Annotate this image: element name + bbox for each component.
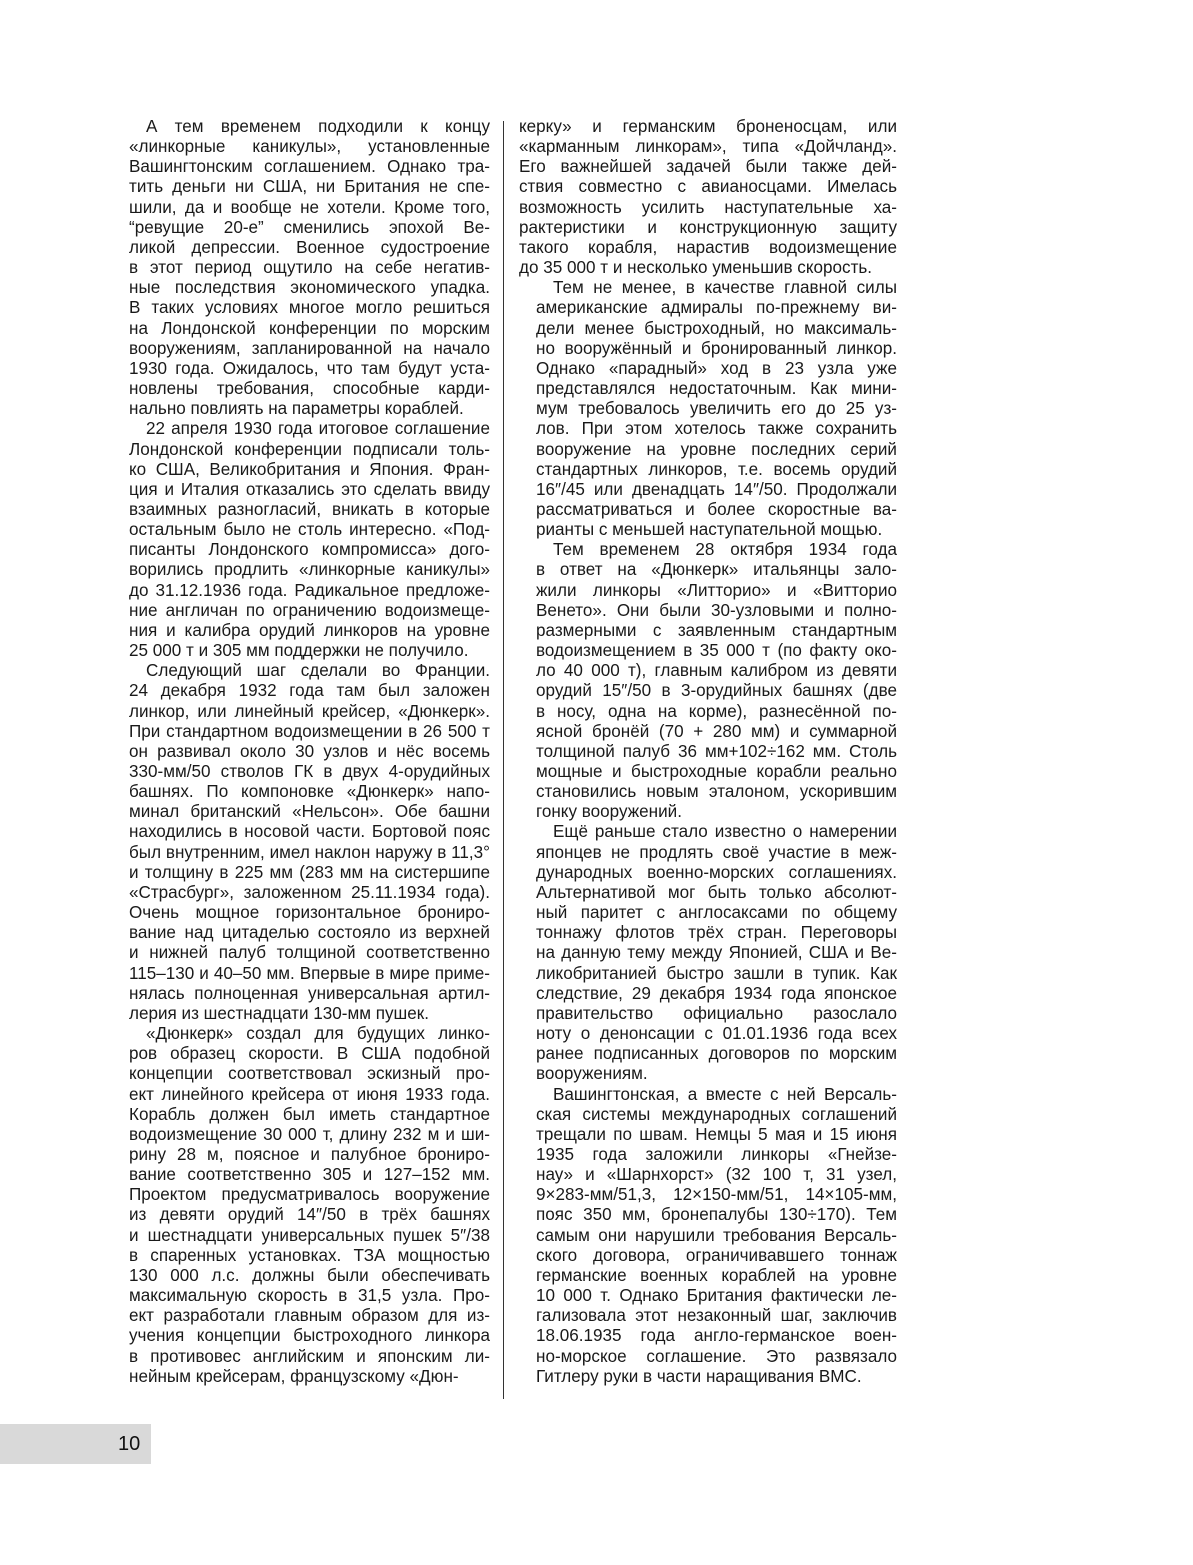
text-line: Тем не менее, в качестве главной силы xyxy=(553,278,897,298)
text-line: В таких условиях многое могло решиться xyxy=(129,298,490,318)
text-column-left xyxy=(112,117,490,1387)
text-line: и нижней палуб толщиной соответственно xyxy=(129,943,490,963)
text-line: нау» и «Шарнхорст» (32 100 т, 31 узел, xyxy=(536,1165,897,1185)
text-line: правительство официально разослало xyxy=(536,1003,897,1023)
text-line: ко США, Великобритания и Япония. Фран- xyxy=(129,459,490,479)
text-line: концепции соответствовал эскизный про- xyxy=(129,1064,490,1084)
text-line: на Лондонской конференции по морским xyxy=(129,318,490,338)
text-line: стандартных линкоров, т.е. восемь орудий xyxy=(536,459,897,479)
text-line: японцев не продлять своё участие в меж- xyxy=(536,842,897,862)
text-line: он развивал около 30 узлов и нёс восемь xyxy=(129,741,490,761)
text-line: «Страсбург», заложенном 25.11.1934 года). xyxy=(129,882,490,902)
text-line: взаимных разногласий, вникать в которые xyxy=(129,499,490,519)
text-line: в ответ на «Дюнкерк» итальянцы зало- xyxy=(536,560,897,580)
text-line: мум требовалось увеличить его до 25 уз- xyxy=(536,399,897,419)
text-line: ноту о денонсации с 01.01.1936 года всех xyxy=(536,1024,897,1044)
text-line: и толщину в 225 мм (283 мм на систершипе xyxy=(129,862,490,882)
text-line: линкор, или линейный крейсер, «Дюнкерк». xyxy=(129,701,490,721)
text-line: лов. При этом хотелось также сохранить xyxy=(536,419,897,439)
text-line: размерными с заявленным стандартным xyxy=(536,620,897,640)
text-line: учения концепции быстроходного линкора xyxy=(129,1326,490,1346)
text-line: но-морское соглашение. Это развязало xyxy=(536,1346,897,1366)
text-line: При стандартном водоизмещении в 26 500 т xyxy=(129,721,490,741)
text-line: 1930 года. Ожидалось, что там будут уста- xyxy=(129,358,490,378)
text-line: керку» и германским броненосцам, или xyxy=(519,117,897,136)
text-column-right xyxy=(519,117,897,1387)
text-line: ликой депрессии. Военное судостроение xyxy=(129,237,490,257)
paragraph xyxy=(519,540,897,822)
text-line: 130 000 л.с. должны были обеспечивать xyxy=(129,1265,490,1285)
text-line: А тем временем подходили к концу xyxy=(146,117,490,136)
text-line: 9×283-мм/51,3, 12×150-мм/51, 14×105-мм, xyxy=(536,1185,897,1205)
text-line: на данную тему между Японией, США и Ве- xyxy=(536,943,897,963)
text-line: Венето». Они были 30-узловыми и полно- xyxy=(536,600,897,620)
text-line: орудий 15″/50 в 3-орудийных башнях (две xyxy=(536,681,897,701)
text-line: ского договора, ограничивавшего тоннаж xyxy=(536,1245,897,1265)
text-line: ствия совместно с авианосцами. Имелась xyxy=(519,177,897,197)
text-line: ская системы международных соглашений xyxy=(536,1104,897,1124)
text-line: вооружениям, запланированной на начало xyxy=(129,338,490,358)
text-line: “ревущие 20-е” сменились эпохой Ве- xyxy=(129,217,490,237)
text-line: ясной бронёй (70 + 280 мм) и суммарной xyxy=(536,721,897,741)
text-line: возможность усилить наступательные ха- xyxy=(519,197,897,217)
text-line: максимальную скорость в 31,5 узла. Про- xyxy=(129,1286,490,1306)
text-line: ные последствия экономического упадка. xyxy=(129,278,490,298)
text-line: ект разработали главным образом для из- xyxy=(129,1306,490,1326)
text-line: ект линейного крейсера от июня 1933 года. xyxy=(129,1084,490,1104)
text-line: в носу, одна на корме), разнесённой по- xyxy=(536,701,897,721)
text-line: башнях. По компоновке «Дюнкерк» напо- xyxy=(129,782,490,802)
text-line: рактеристики и конструкционную защиту xyxy=(519,217,897,237)
text-line: водоизмещение 30 000 т, длину 232 м и ши- xyxy=(129,1124,490,1144)
text-line: дународных военно-морских соглашениях. xyxy=(536,862,897,882)
text-line: ликобританией быстро зашли в тупик. Как xyxy=(536,963,897,983)
text-line: в противовес английским и японским ли- xyxy=(129,1346,490,1366)
text-line: водоизмещением в 35 000 т (по факту око- xyxy=(536,641,897,661)
text-line: следствие, 29 декабря 1934 года японское xyxy=(536,983,897,1003)
text-line: трещали по швам. Немцы 5 мая и 15 июня xyxy=(536,1124,897,1144)
text-line: Корабль должен был иметь стандартное xyxy=(129,1104,490,1124)
text-line: 16″/45 или двенадцать 14″/50. Продолжали xyxy=(536,479,897,499)
text-line: минал британский «Нельсон». Обе башни xyxy=(129,802,490,822)
text-line: вооружениям. xyxy=(536,1064,648,1084)
text-line: из девяти орудий 14″/50 в трёх башнях xyxy=(129,1205,490,1225)
text-line: 25 000 т и 305 мм поддержки не получило. xyxy=(129,641,469,661)
text-line: ный паритет с англосаксами по общему xyxy=(536,903,897,923)
text-line: «Дюнкерк» создал для будущих линко- xyxy=(146,1024,490,1044)
text-line: шили, да и вообще не хотели. Кроме того, xyxy=(129,197,490,217)
text-line: и шестнадцати универсальных пушек 5″/38 xyxy=(129,1225,490,1245)
text-line: гализовала этот незаконный шаг, заключив xyxy=(536,1306,897,1326)
text-line: ния и калибра орудий линкоров на уровне xyxy=(129,620,490,640)
text-line: 330-мм/50 стволов ГК в двух 4-орудийных xyxy=(129,762,490,781)
text-line: тить деньги ни США, ни Британия не спе- xyxy=(129,177,490,197)
text-line: ранее подписанных договоров по морским xyxy=(536,1044,897,1064)
text-line: Следующий шаг сделали во Франции. xyxy=(146,661,490,681)
paragraph xyxy=(519,278,897,540)
text-line: «линкорные каникулы», установленные xyxy=(129,137,490,157)
text-line: ров образец скорости. В США подобной xyxy=(129,1044,490,1064)
paragraph xyxy=(519,117,897,278)
text-line: вание над цитаделью состояло из верхней xyxy=(129,923,490,943)
text-line: Очень мощное горизонтальное брониро- xyxy=(129,903,490,923)
paragraph xyxy=(519,1085,897,1387)
text-line: ворились продлить «линкорные каникулы» xyxy=(129,560,490,580)
text-line: нялась полноценная универсальная артил- xyxy=(129,983,490,1003)
text-line: дели менее быстроходный, но максималь- xyxy=(536,318,897,338)
text-line: лерия из шестнадцати 130-мм пушек. xyxy=(129,1003,429,1023)
text-line: такого корабля, нарастив водоизмещение xyxy=(519,237,897,257)
text-line: рассматриваться и более скоростные ва- xyxy=(536,499,897,519)
text-line: американские адмиралы по-прежнему ви- xyxy=(536,298,897,318)
text-line: находились в носовой части. Бортовой пояс xyxy=(129,822,490,842)
text-line: остальным было не столь интересно. «Под- xyxy=(129,520,490,540)
text-line: рианты с меньшей наступательной мощью. xyxy=(536,520,883,540)
text-line: вооружение на уровне последних серий xyxy=(536,439,897,459)
text-line: рину 28 м, поясное и палубное брониро- xyxy=(129,1144,490,1164)
text-line: становились новым эталоном, ускорившим xyxy=(536,782,897,802)
paragraph xyxy=(112,117,490,419)
text-line: писанты Лондонского компромисса» дого- xyxy=(129,540,490,560)
text-line: в этот период ощутило на себе негатив- xyxy=(129,258,490,278)
text-line: до 35 000 т и несколько уменьшив скорость. xyxy=(519,258,873,278)
text-line: был внутренним, имел наклон наружу в 11,3° xyxy=(129,842,490,862)
text-line: германские военных кораблей на уровне xyxy=(536,1265,897,1285)
text-line: пояс 350 мм, бронепалубы 130÷170). Тем xyxy=(536,1205,897,1225)
text-line: 22 апреля 1930 года итоговое соглашение xyxy=(146,419,490,439)
text-line: Гитлеру руки в части наращивания ВМС. xyxy=(536,1366,862,1386)
text-line: 10 000 т. Однако Британия фактически ле- xyxy=(536,1286,897,1306)
text-line: Проектом предусматривалось вооружение xyxy=(129,1185,490,1205)
text-line: ция и Италия отказались это сделать ввиду xyxy=(129,479,490,499)
paragraph xyxy=(112,1024,490,1387)
text-line: вание соответственно 305 и 127–152 мм. xyxy=(129,1165,490,1185)
text-line: в спаренных установках. ТЗА мощностью xyxy=(129,1245,490,1265)
paragraph xyxy=(112,661,490,1024)
text-line: Лондонской конференции подписали толь- xyxy=(129,439,490,459)
text-line: нейным крейсерам, французскому «Дюн- xyxy=(129,1366,459,1386)
text-line: 115–130 и 40–50 мм. Впервые в мире приме- xyxy=(129,963,490,983)
text-line: новлены требования, способные карди- xyxy=(129,379,490,399)
text-line: жили линкоры «Литторио» и «Витторио xyxy=(536,580,897,600)
text-line: Ещё раньше стало известно о намерении xyxy=(553,822,897,842)
text-line: самым они нарушили требования Версаль- xyxy=(536,1225,897,1245)
text-line: Тем временем 28 октября 1934 года xyxy=(553,540,897,560)
paragraph xyxy=(112,419,490,661)
text-line: ние англичан по ограничению водоизмеще- xyxy=(129,600,490,620)
text-line: тоннажу флотов трёх стран. Переговоры xyxy=(536,923,897,943)
text-line: до 31.12.1936 года. Радикальное предложе- xyxy=(129,580,490,600)
text-line: представлялся недостаточным. Как мини- xyxy=(536,379,897,399)
text-line: гонку вооружений. xyxy=(536,802,682,822)
text-line: 1935 года заложили линкоры «Гнейзе- xyxy=(536,1144,897,1164)
text-line: но вооружённый и бронированный линкор. xyxy=(536,338,897,358)
text-line: Однако «парадный» ход в 23 узла уже xyxy=(536,358,897,378)
text-line: Его важнейшей задачей были также дей- xyxy=(519,157,897,177)
text-line: нально повлиять на параметры кораблей. xyxy=(129,399,464,419)
text-line: толщиной палуб 36 мм+102÷162 мм. Столь xyxy=(536,741,897,761)
text-line: мощные и быстроходные корабли реально xyxy=(536,762,897,781)
text-line: Вашингтонская, а вместе с ней Версаль- xyxy=(553,1084,897,1104)
text-line: Вашингтонским соглашением. Однако тра- xyxy=(129,157,490,177)
text-line: «карманным линкорам», типа «Дойчланд». xyxy=(519,137,897,157)
column-divider xyxy=(503,121,504,1399)
text-line: Альтернативой мог быть только абсолют- xyxy=(536,882,897,902)
page-number: 10 xyxy=(118,1433,141,1455)
text-line: ло 40 000 т), главным калибром из девяти xyxy=(536,661,897,681)
text-line: 18.06.1935 года англо-германское воен- xyxy=(536,1326,897,1346)
text-line: 24 декабря 1932 года там был заложен xyxy=(129,681,490,701)
paragraph xyxy=(519,822,897,1084)
